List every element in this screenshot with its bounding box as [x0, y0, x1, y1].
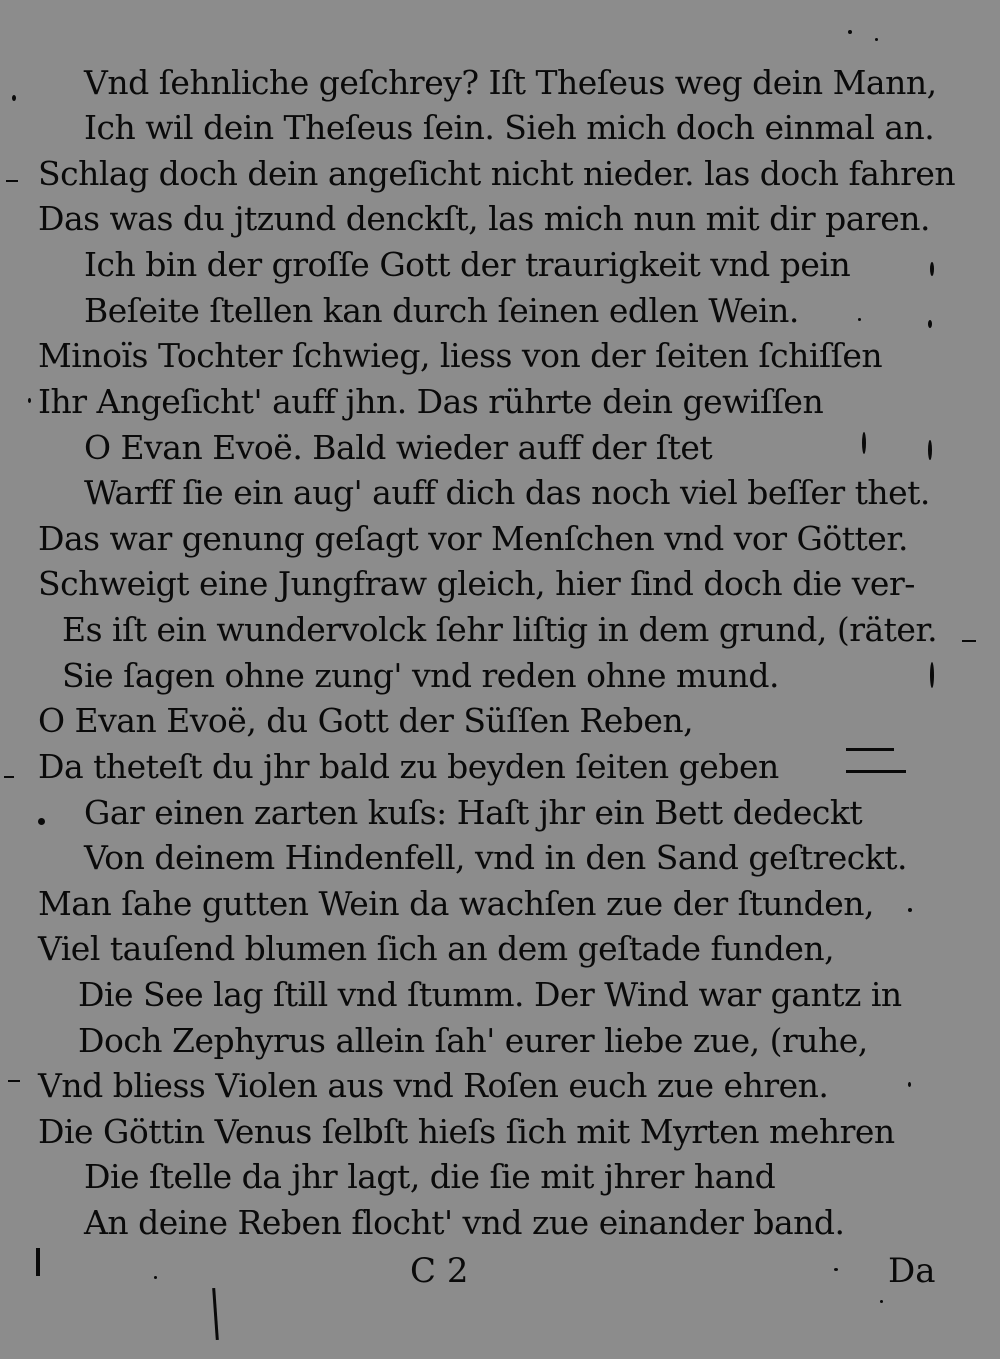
text-line-11: Das war genung geſagt vor Menſchen vnd vor Götter.: [38, 519, 908, 558]
text-line-13: Es iſt ein wundervolck ſehr liſtig in dem grund, (räter.: [62, 610, 938, 649]
text-line-17: Gar einen zarten kuſs: Haſt jhr ein Bett dedeckt: [84, 793, 863, 832]
signature-mark: C 2: [410, 1251, 469, 1291]
scan-mark: [846, 770, 906, 773]
text-line-6: Beſeite ſtellen kan durch ſeinen edlen Wein.: [84, 291, 799, 330]
text-line-12: Schweigt eine Jungfraw gleich, hier ſind doch die ver-: [38, 564, 915, 603]
scan-speck: [928, 440, 932, 460]
scan-speck: [928, 320, 932, 328]
text-line-26: An deine Reben flocht' vnd zue einander band.: [84, 1203, 845, 1242]
text-line-14: Sie ſagen ohne zung' vnd reden ohne mund.: [62, 656, 779, 695]
text-line-15: O Evan Evoë, du Gott der Süſſen Reben,: [38, 701, 694, 740]
scan-speck: [908, 908, 912, 912]
text-line-25: Die ſtelle da jhr lagt, die ſie mit jhrer hand: [84, 1157, 776, 1196]
scan-speck: [875, 38, 878, 41]
text-line-22: Doch Zephyrus allein ſah' eurer liebe zue, (ruhe,: [78, 1021, 868, 1060]
scan-speck: [28, 398, 31, 403]
scan-speck: [862, 432, 866, 454]
text-line-23: Vnd bliess Violen aus vnd Roſen euch zue ehren.: [38, 1066, 829, 1105]
text-line-18: Von deinem Hindenfell, vnd in den Sand geſtreckt.: [84, 838, 908, 877]
text-line-5: Ich bin der groſſe Gott der traurigkeit vnd pein: [84, 245, 851, 284]
scan-speck: [858, 318, 861, 321]
scan-speck: [908, 1082, 911, 1087]
text-line-1: Vnd ſehnliche geſchrey? Iſt Theſeus weg dein Mann,: [84, 63, 937, 102]
scan-speck: [880, 1300, 883, 1303]
scan-mark: [4, 776, 14, 778]
scan-mark: [36, 1248, 40, 1276]
text-line-10: Warff ſie ein aug' auff dich das noch viel beſſer thet.: [84, 473, 930, 512]
text-line-4: Das was du jtzund denckſt, las mich nun mit dir paren.: [38, 199, 930, 238]
text-line-16: Da theteſt du jhr bald zu beyden ſeiten geben: [38, 747, 779, 786]
scan-speck: [848, 30, 852, 34]
text-line-20: Viel tauſend blumen ſich an dem geſtade funden,: [38, 929, 835, 968]
scan-speck: [154, 1276, 157, 1279]
catchword: Da: [888, 1251, 936, 1291]
scan-speck: [930, 262, 934, 276]
scan-mark: [8, 1080, 20, 1082]
text-line-2: Ich wil dein Theſeus ſein. Sieh mich doch einmal an.: [84, 108, 935, 147]
scan-mark: [6, 180, 18, 182]
scan-mark: [212, 1288, 219, 1340]
scan-speck: [38, 818, 45, 825]
text-line-7: Minoïs Tochter ſchwieg, liess von der ſeiten ſchiſſen: [38, 336, 883, 375]
scan-speck: [834, 1268, 838, 1271]
text-line-8: Ihr Angeſicht' auff jhn. Das rührte dein gewiſſen: [38, 382, 824, 421]
text-line-19: Man ſahe gutten Wein da wachſen zue der ſtunden,: [38, 884, 874, 923]
scan-mark: [846, 748, 894, 751]
scan-speck: [930, 662, 934, 688]
scan-mark: [962, 640, 976, 642]
text-line-24: Die Göttin Venus ſelbſt hieſs ſich mit Myrten mehren: [38, 1112, 895, 1151]
text-line-3: Schlag doch dein angeſicht nicht nieder. las doch fahren: [38, 154, 956, 193]
scan-speck: [12, 95, 16, 101]
text-line-21: Die See lag ſtill vnd ſtumm. Der Wind war gantz in: [78, 975, 902, 1014]
text-line-9: O Evan Evoë. Bald wieder auff der ſtet: [84, 428, 713, 467]
